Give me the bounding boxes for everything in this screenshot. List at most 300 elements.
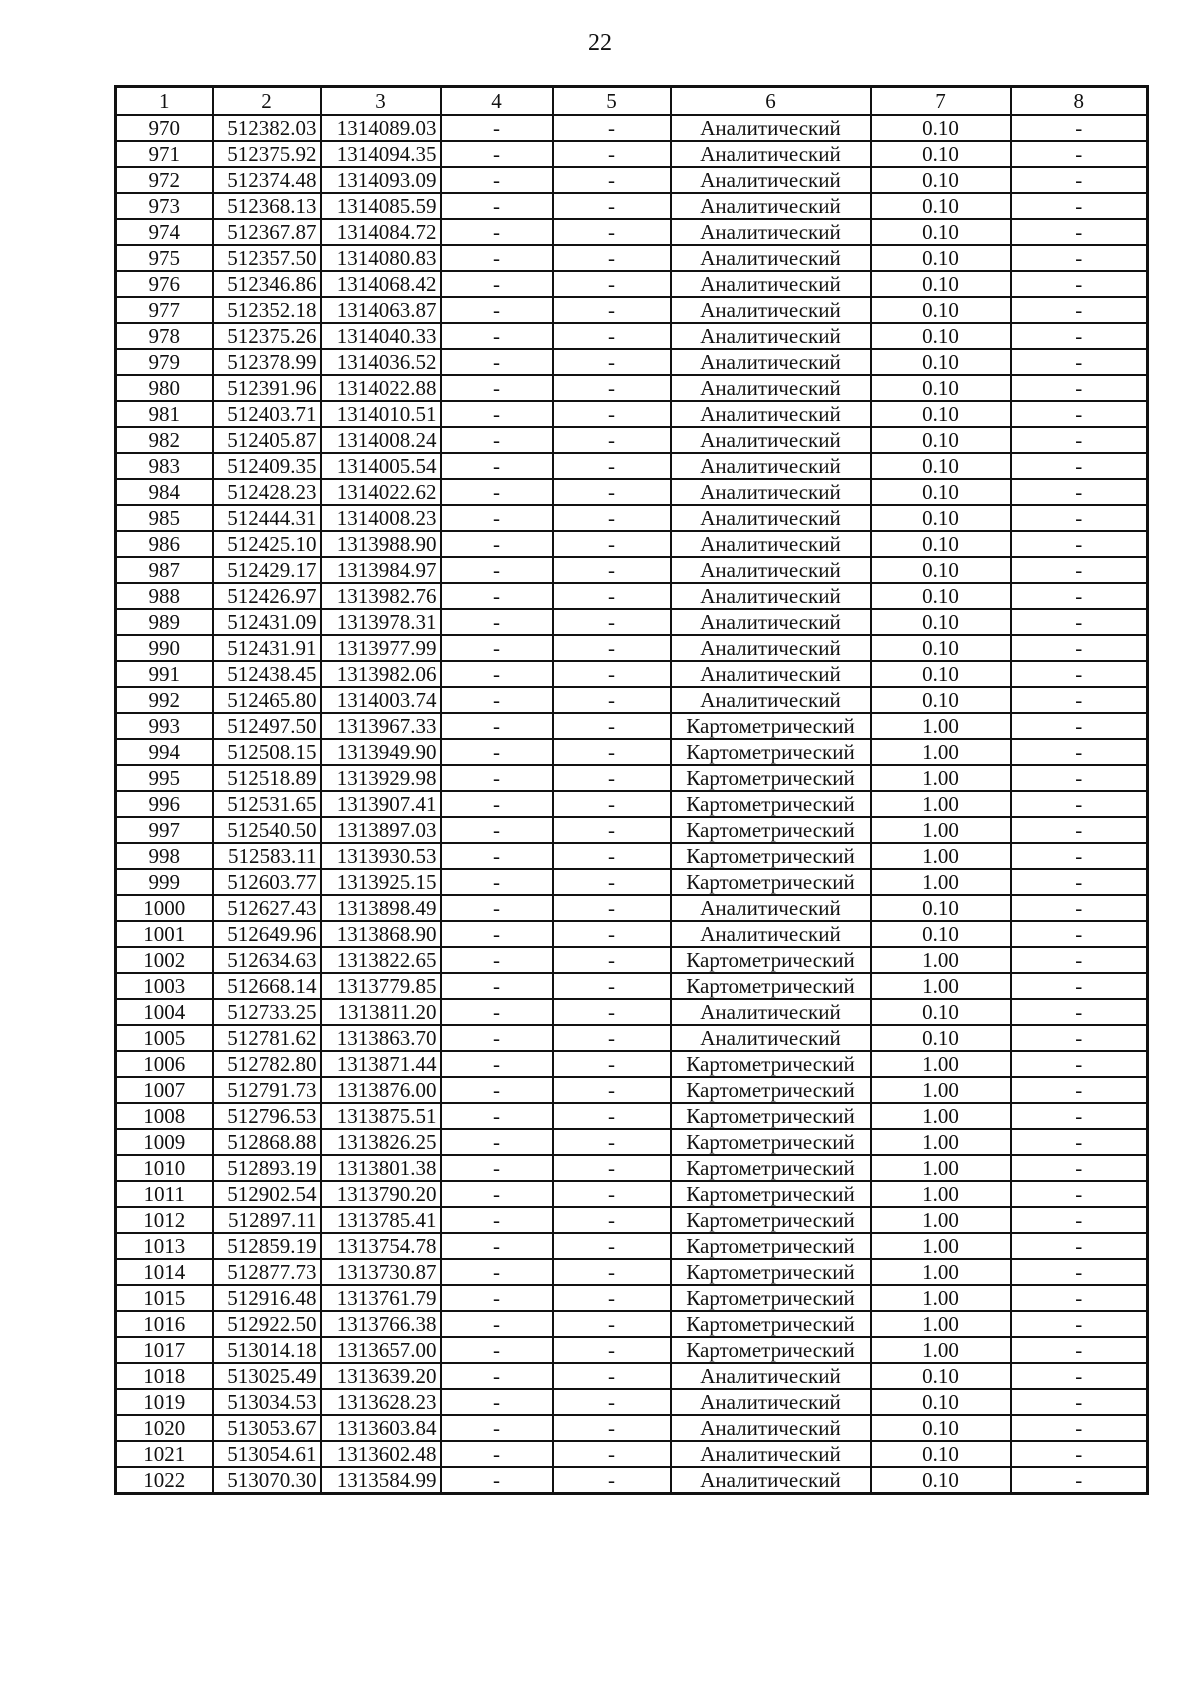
table-row <box>116 1155 1148 1181</box>
y-coordinate-cell: 1313984.97 <box>321 557 441 583</box>
col4-cell: - <box>441 297 553 323</box>
accuracy-cell: 0.10 <box>871 1025 1011 1051</box>
col5-cell: - <box>553 219 671 245</box>
y-coordinate-cell: 1313826.25 <box>321 1129 441 1155</box>
x-coordinate-cell: 512796.53 <box>213 1103 321 1129</box>
col8-cell: - <box>1011 167 1148 193</box>
col8-cell: - <box>1011 115 1148 141</box>
point-number-cell: 993 <box>116 713 213 739</box>
column-header: 7 <box>871 87 1011 116</box>
x-coordinate-cell: 512791.73 <box>213 1077 321 1103</box>
col4-cell: - <box>441 401 553 427</box>
y-coordinate-cell: 1313930.53 <box>321 843 441 869</box>
method-cell: Аналитический <box>671 1363 871 1389</box>
y-coordinate-cell: 1313949.90 <box>321 739 441 765</box>
col4-cell: - <box>441 479 553 505</box>
table-row <box>116 141 1148 167</box>
method-cell: Аналитический <box>671 1467 871 1494</box>
accuracy-cell: 0.10 <box>871 453 1011 479</box>
point-number-cell: 989 <box>116 609 213 635</box>
table-row <box>116 271 1148 297</box>
y-coordinate-cell: 1313639.20 <box>321 1363 441 1389</box>
col4-cell: - <box>441 999 553 1025</box>
method-cell: Картометрический <box>671 1337 871 1363</box>
y-coordinate-cell: 1313761.79 <box>321 1285 441 1311</box>
point-number-cell: 971 <box>116 141 213 167</box>
x-coordinate-cell: 512668.14 <box>213 973 321 999</box>
col5-cell: - <box>553 999 671 1025</box>
col8-cell: - <box>1011 1285 1148 1311</box>
col5-cell: - <box>553 791 671 817</box>
table-row <box>116 791 1148 817</box>
point-number-cell: 1005 <box>116 1025 213 1051</box>
column-header: 1 <box>116 87 213 116</box>
col4-cell: - <box>441 765 553 791</box>
x-coordinate-cell: 513025.49 <box>213 1363 321 1389</box>
point-number-cell: 976 <box>116 271 213 297</box>
table-row <box>116 687 1148 713</box>
col5-cell: - <box>553 245 671 271</box>
coordinates-table <box>114 85 1149 1495</box>
y-coordinate-cell: 1313863.70 <box>321 1025 441 1051</box>
table-row <box>116 999 1148 1025</box>
col8-cell: - <box>1011 375 1148 401</box>
col4-cell: - <box>441 1467 553 1494</box>
table-row <box>116 1337 1148 1363</box>
y-coordinate-cell: 1313967.33 <box>321 713 441 739</box>
y-coordinate-cell: 1313978.31 <box>321 609 441 635</box>
y-coordinate-cell: 1313897.03 <box>321 817 441 843</box>
method-cell: Аналитический <box>671 297 871 323</box>
accuracy-cell: 0.10 <box>871 661 1011 687</box>
table-row <box>116 583 1148 609</box>
col5-cell: - <box>553 271 671 297</box>
method-cell: Аналитический <box>671 427 871 453</box>
x-coordinate-cell: 512438.45 <box>213 661 321 687</box>
accuracy-cell: 0.10 <box>871 1389 1011 1415</box>
accuracy-cell: 0.10 <box>871 635 1011 661</box>
accuracy-cell: 1.00 <box>871 1051 1011 1077</box>
col8-cell: - <box>1011 1415 1148 1441</box>
method-cell: Аналитический <box>671 999 871 1025</box>
x-coordinate-cell: 512391.96 <box>213 375 321 401</box>
x-coordinate-cell: 512431.91 <box>213 635 321 661</box>
y-coordinate-cell: 1313628.23 <box>321 1389 441 1415</box>
col4-cell: - <box>441 245 553 271</box>
col8-cell: - <box>1011 401 1148 427</box>
method-cell: Картометрический <box>671 1103 871 1129</box>
method-cell: Аналитический <box>671 375 871 401</box>
col8-cell: - <box>1011 505 1148 531</box>
accuracy-cell: 0.10 <box>871 531 1011 557</box>
point-number-cell: 1016 <box>116 1311 213 1337</box>
col4-cell: - <box>441 1337 553 1363</box>
x-coordinate-cell: 512893.19 <box>213 1155 321 1181</box>
point-number-cell: 1002 <box>116 947 213 973</box>
point-number-cell: 984 <box>116 479 213 505</box>
col5-cell: - <box>553 349 671 375</box>
x-coordinate-cell: 512405.87 <box>213 427 321 453</box>
method-cell: Картометрический <box>671 765 871 791</box>
y-coordinate-cell: 1313790.20 <box>321 1181 441 1207</box>
method-cell: Картометрический <box>671 1311 871 1337</box>
accuracy-cell: 0.10 <box>871 297 1011 323</box>
column-header: 2 <box>213 87 321 116</box>
x-coordinate-cell: 512374.48 <box>213 167 321 193</box>
x-coordinate-cell: 512346.86 <box>213 271 321 297</box>
col4-cell: - <box>441 427 553 453</box>
y-coordinate-cell: 1314022.88 <box>321 375 441 401</box>
accuracy-cell: 1.00 <box>871 817 1011 843</box>
table-row <box>116 219 1148 245</box>
point-number-cell: 973 <box>116 193 213 219</box>
col8-cell: - <box>1011 687 1148 713</box>
y-coordinate-cell: 1313898.49 <box>321 895 441 921</box>
point-number-cell: 998 <box>116 843 213 869</box>
method-cell: Аналитический <box>671 245 871 271</box>
col5-cell: - <box>553 687 671 713</box>
table-row <box>116 531 1148 557</box>
table-row <box>116 921 1148 947</box>
method-cell: Аналитический <box>671 609 871 635</box>
table-row <box>116 193 1148 219</box>
y-coordinate-cell: 1313801.38 <box>321 1155 441 1181</box>
y-coordinate-cell: 1313925.15 <box>321 869 441 895</box>
table-row <box>116 115 1148 141</box>
point-number-cell: 1022 <box>116 1467 213 1494</box>
point-number-cell: 1013 <box>116 1233 213 1259</box>
col4-cell: - <box>441 219 553 245</box>
col4-cell: - <box>441 1363 553 1389</box>
col4-cell: - <box>441 349 553 375</box>
table-row <box>116 1285 1148 1311</box>
point-number-cell: 970 <box>116 115 213 141</box>
col8-cell: - <box>1011 635 1148 661</box>
table-row <box>116 1311 1148 1337</box>
y-coordinate-cell: 1313875.51 <box>321 1103 441 1129</box>
y-coordinate-cell: 1313876.00 <box>321 1077 441 1103</box>
col5-cell: - <box>553 1233 671 1259</box>
column-header: 3 <box>321 87 441 116</box>
table-row <box>116 661 1148 687</box>
point-number-cell: 996 <box>116 791 213 817</box>
x-coordinate-cell: 512426.97 <box>213 583 321 609</box>
table-row <box>116 557 1148 583</box>
accuracy-cell: 0.10 <box>871 193 1011 219</box>
method-cell: Аналитический <box>671 895 871 921</box>
y-coordinate-cell: 1313779.85 <box>321 973 441 999</box>
col8-cell: - <box>1011 1467 1148 1494</box>
col5-cell: - <box>553 375 671 401</box>
y-coordinate-cell: 1313868.90 <box>321 921 441 947</box>
col8-cell: - <box>1011 869 1148 895</box>
accuracy-cell: 0.10 <box>871 323 1011 349</box>
table-row <box>116 297 1148 323</box>
x-coordinate-cell: 512897.11 <box>213 1207 321 1233</box>
col4-cell: - <box>441 713 553 739</box>
col8-cell: - <box>1011 271 1148 297</box>
x-coordinate-cell: 512444.31 <box>213 505 321 531</box>
col8-cell: - <box>1011 1207 1148 1233</box>
col5-cell: - <box>553 1467 671 1494</box>
x-coordinate-cell: 512357.50 <box>213 245 321 271</box>
x-coordinate-cell: 512531.65 <box>213 791 321 817</box>
col4-cell: - <box>441 1155 553 1181</box>
col5-cell: - <box>553 973 671 999</box>
col4-cell: - <box>441 1259 553 1285</box>
col5-cell: - <box>553 505 671 531</box>
point-number-cell: 981 <box>116 401 213 427</box>
col8-cell: - <box>1011 1311 1148 1337</box>
y-coordinate-cell: 1314089.03 <box>321 115 441 141</box>
point-number-cell: 997 <box>116 817 213 843</box>
col5-cell: - <box>553 765 671 791</box>
point-number-cell: 990 <box>116 635 213 661</box>
col5-cell: - <box>553 869 671 895</box>
col4-cell: - <box>441 1129 553 1155</box>
accuracy-cell: 0.10 <box>871 1415 1011 1441</box>
col5-cell: - <box>553 1025 671 1051</box>
col4-cell: - <box>441 661 553 687</box>
x-coordinate-cell: 512368.13 <box>213 193 321 219</box>
point-number-cell: 1007 <box>116 1077 213 1103</box>
col4-cell: - <box>441 271 553 297</box>
col8-cell: - <box>1011 1181 1148 1207</box>
point-number-cell: 1021 <box>116 1441 213 1467</box>
x-coordinate-cell: 513034.53 <box>213 1389 321 1415</box>
col8-cell: - <box>1011 557 1148 583</box>
table-row <box>116 947 1148 973</box>
table-row <box>116 453 1148 479</box>
accuracy-cell: 0.10 <box>871 583 1011 609</box>
point-number-cell: 1003 <box>116 973 213 999</box>
method-cell: Аналитический <box>671 141 871 167</box>
table-row <box>116 765 1148 791</box>
col5-cell: - <box>553 479 671 505</box>
table-row <box>116 401 1148 427</box>
col8-cell: - <box>1011 973 1148 999</box>
x-coordinate-cell: 512403.71 <box>213 401 321 427</box>
y-coordinate-cell: 1314010.51 <box>321 401 441 427</box>
method-cell: Аналитический <box>671 531 871 557</box>
col8-cell: - <box>1011 1077 1148 1103</box>
y-coordinate-cell: 1313822.65 <box>321 947 441 973</box>
x-coordinate-cell: 512583.11 <box>213 843 321 869</box>
method-cell: Аналитический <box>671 583 871 609</box>
accuracy-cell: 0.10 <box>871 687 1011 713</box>
method-cell: Картометрический <box>671 947 871 973</box>
table-row <box>116 843 1148 869</box>
col5-cell: - <box>553 1285 671 1311</box>
method-cell: Картометрический <box>671 739 871 765</box>
table-row <box>116 869 1148 895</box>
col4-cell: - <box>441 1389 553 1415</box>
x-coordinate-cell: 512409.35 <box>213 453 321 479</box>
accuracy-cell: 0.10 <box>871 505 1011 531</box>
method-cell: Аналитический <box>671 479 871 505</box>
x-coordinate-cell: 512781.62 <box>213 1025 321 1051</box>
accuracy-cell: 0.10 <box>871 401 1011 427</box>
point-number-cell: 1000 <box>116 895 213 921</box>
y-coordinate-cell: 1314036.52 <box>321 349 441 375</box>
method-cell: Картометрический <box>671 817 871 843</box>
point-number-cell: 1008 <box>116 1103 213 1129</box>
point-number-cell: 986 <box>116 531 213 557</box>
y-coordinate-cell: 1313929.98 <box>321 765 441 791</box>
method-cell: Аналитический <box>671 453 871 479</box>
method-cell: Картометрический <box>671 1285 871 1311</box>
col8-cell: - <box>1011 531 1148 557</box>
x-coordinate-cell: 512382.03 <box>213 115 321 141</box>
col8-cell: - <box>1011 843 1148 869</box>
method-cell: Аналитический <box>671 921 871 947</box>
y-coordinate-cell: 1314040.33 <box>321 323 441 349</box>
table-body <box>116 115 1148 1494</box>
column-header: 4 <box>441 87 553 116</box>
method-cell: Аналитический <box>671 271 871 297</box>
col4-cell: - <box>441 375 553 401</box>
y-coordinate-cell: 1314063.87 <box>321 297 441 323</box>
accuracy-cell: 0.10 <box>871 375 1011 401</box>
col8-cell: - <box>1011 765 1148 791</box>
col4-cell: - <box>441 531 553 557</box>
y-coordinate-cell: 1314022.62 <box>321 479 441 505</box>
method-cell: Аналитический <box>671 687 871 713</box>
col4-cell: - <box>441 869 553 895</box>
point-number-cell: 977 <box>116 297 213 323</box>
col4-cell: - <box>441 791 553 817</box>
col5-cell: - <box>553 1311 671 1337</box>
point-number-cell: 994 <box>116 739 213 765</box>
col4-cell: - <box>441 817 553 843</box>
col8-cell: - <box>1011 1103 1148 1129</box>
col5-cell: - <box>553 141 671 167</box>
point-number-cell: 979 <box>116 349 213 375</box>
accuracy-cell: 0.10 <box>871 1363 1011 1389</box>
col4-cell: - <box>441 141 553 167</box>
col4-cell: - <box>441 115 553 141</box>
col5-cell: - <box>553 297 671 323</box>
method-cell: Аналитический <box>671 1415 871 1441</box>
x-coordinate-cell: 512902.54 <box>213 1181 321 1207</box>
page-number: 22 <box>588 30 612 56</box>
x-coordinate-cell: 513054.61 <box>213 1441 321 1467</box>
x-coordinate-cell: 513053.67 <box>213 1415 321 1441</box>
col4-cell: - <box>441 687 553 713</box>
col4-cell: - <box>441 973 553 999</box>
col5-cell: - <box>553 1207 671 1233</box>
method-cell: Картометрический <box>671 843 871 869</box>
point-number-cell: 980 <box>116 375 213 401</box>
method-cell: Аналитический <box>671 661 871 687</box>
col5-cell: - <box>553 115 671 141</box>
column-header: 6 <box>671 87 871 116</box>
method-cell: Картометрический <box>671 1233 871 1259</box>
method-cell: Аналитический <box>671 557 871 583</box>
accuracy-cell: 0.10 <box>871 271 1011 297</box>
y-coordinate-cell: 1314005.54 <box>321 453 441 479</box>
x-coordinate-cell: 512497.50 <box>213 713 321 739</box>
col8-cell: - <box>1011 921 1148 947</box>
col8-cell: - <box>1011 1233 1148 1259</box>
col5-cell: - <box>553 817 671 843</box>
point-number-cell: 1012 <box>116 1207 213 1233</box>
x-coordinate-cell: 512627.43 <box>213 895 321 921</box>
y-coordinate-cell: 1313982.06 <box>321 661 441 687</box>
point-number-cell: 1017 <box>116 1337 213 1363</box>
point-number-cell: 988 <box>116 583 213 609</box>
y-coordinate-cell: 1314008.24 <box>321 427 441 453</box>
point-number-cell: 1018 <box>116 1363 213 1389</box>
col4-cell: - <box>441 895 553 921</box>
table-row <box>116 1441 1148 1467</box>
col8-cell: - <box>1011 1025 1148 1051</box>
table-row <box>116 713 1148 739</box>
method-cell: Аналитический <box>671 193 871 219</box>
accuracy-cell: 1.00 <box>871 1077 1011 1103</box>
column-header: 5 <box>553 87 671 116</box>
col8-cell: - <box>1011 427 1148 453</box>
col8-cell: - <box>1011 895 1148 921</box>
table-row <box>116 973 1148 999</box>
col4-cell: - <box>441 505 553 531</box>
y-coordinate-cell: 1314008.23 <box>321 505 441 531</box>
col5-cell: - <box>553 1363 671 1389</box>
table-row <box>116 245 1148 271</box>
col4-cell: - <box>441 921 553 947</box>
x-coordinate-cell: 512868.88 <box>213 1129 321 1155</box>
col8-cell: - <box>1011 219 1148 245</box>
x-coordinate-cell: 512378.99 <box>213 349 321 375</box>
method-cell: Картометрический <box>671 1207 871 1233</box>
method-cell: Аналитический <box>671 115 871 141</box>
col5-cell: - <box>553 1259 671 1285</box>
col4-cell: - <box>441 1311 553 1337</box>
col8-cell: - <box>1011 1051 1148 1077</box>
col5-cell: - <box>553 453 671 479</box>
x-coordinate-cell: 512518.89 <box>213 765 321 791</box>
table-row <box>116 1467 1148 1494</box>
accuracy-cell: 1.00 <box>871 1155 1011 1181</box>
col8-cell: - <box>1011 739 1148 765</box>
accuracy-cell: 1.00 <box>871 713 1011 739</box>
col8-cell: - <box>1011 141 1148 167</box>
accuracy-cell: 1.00 <box>871 739 1011 765</box>
col4-cell: - <box>441 609 553 635</box>
accuracy-cell: 0.10 <box>871 141 1011 167</box>
x-coordinate-cell: 512649.96 <box>213 921 321 947</box>
table-row <box>116 817 1148 843</box>
table-row <box>116 349 1148 375</box>
col8-cell: - <box>1011 999 1148 1025</box>
table-row <box>116 1233 1148 1259</box>
col5-cell: - <box>553 167 671 193</box>
col5-cell: - <box>553 1051 671 1077</box>
col4-cell: - <box>441 1051 553 1077</box>
col4-cell: - <box>441 193 553 219</box>
col5-cell: - <box>553 713 671 739</box>
table-row <box>116 739 1148 765</box>
col8-cell: - <box>1011 323 1148 349</box>
point-number-cell: 1001 <box>116 921 213 947</box>
col4-cell: - <box>441 1233 553 1259</box>
method-cell: Картометрический <box>671 973 871 999</box>
x-coordinate-cell: 512425.10 <box>213 531 321 557</box>
accuracy-cell: 1.00 <box>871 947 1011 973</box>
table-row <box>116 1129 1148 1155</box>
y-coordinate-cell: 1313602.48 <box>321 1441 441 1467</box>
table-row <box>116 1259 1148 1285</box>
